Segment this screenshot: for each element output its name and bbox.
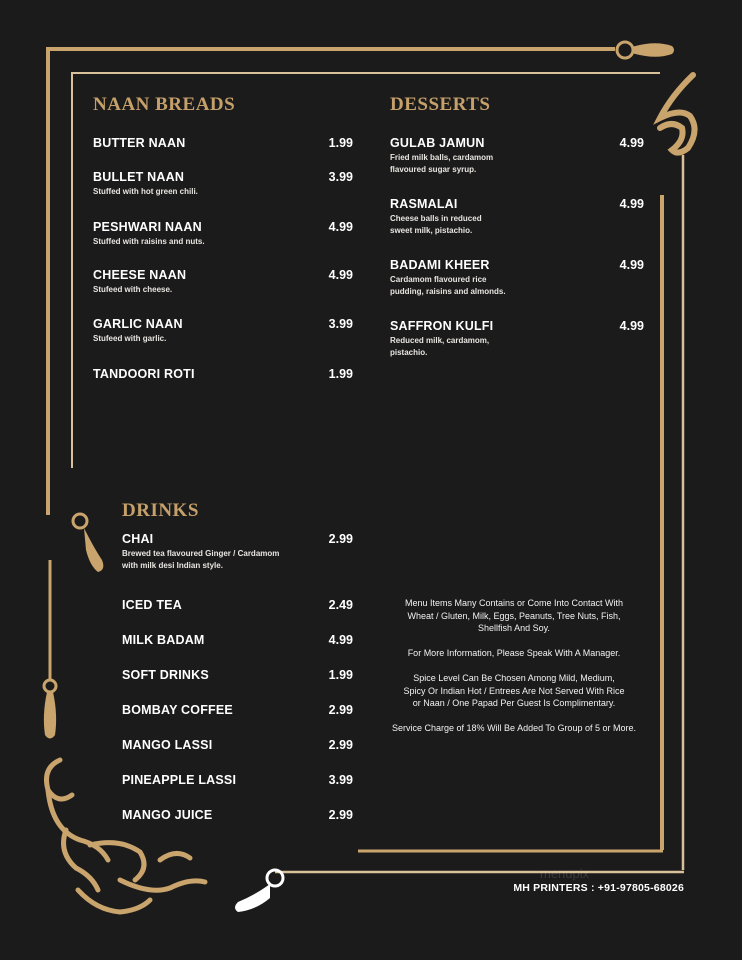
note-line: Spicy Or Indian Hot / Entrees Are Not Served With Rice — [403, 685, 625, 696]
item-name: BADAMI KHEER — [390, 258, 490, 272]
item-price: 2.99 — [328, 703, 353, 717]
menu-item — [93, 268, 353, 317]
watermark: menupix — [540, 866, 590, 881]
section-title-drinks: DRINKS — [122, 500, 199, 521]
note-line: Spice Level Can Be Chosen Among Mild, Medium, — [413, 673, 615, 683]
item-price: 1.99 — [328, 668, 353, 682]
corner-swirl-right — [660, 75, 695, 153]
section-title-naan: NAAN BREADS — [93, 94, 236, 115]
item-name: TANDOORI ROTI — [93, 367, 195, 381]
item-description: Cardamom flavoured rice — [390, 275, 487, 284]
top-pin-ornament — [617, 42, 674, 58]
item-price: 2.99 — [328, 532, 353, 546]
section-title-desserts: DESSERTS — [390, 94, 491, 115]
item-name: BOMBAY COFFEE — [122, 703, 233, 717]
item-name: BUTTER NAAN — [93, 136, 186, 150]
spice-note — [375, 672, 653, 710]
naan-list — [93, 136, 353, 387]
menu-notes — [375, 597, 653, 747]
menu-item — [122, 633, 353, 668]
menu-item — [122, 703, 353, 738]
drinks-list — [122, 532, 353, 828]
item-price: 1.99 — [328, 136, 353, 150]
item-name: PESHWARI NAAN — [93, 220, 202, 234]
allergen-note — [375, 597, 653, 635]
note-line: or Naan / One Papad Per Guest Is Complimentary. — [412, 698, 616, 708]
item-price: 2.99 — [328, 808, 353, 822]
menu-item — [122, 808, 353, 828]
menu-item — [122, 532, 353, 598]
note-line: Shellfish And Soy. — [478, 623, 550, 633]
item-price: 3.99 — [328, 773, 353, 787]
note-line: Menu Items Many Contains or Come Into Contact With — [404, 598, 624, 608]
item-description: Reduced milk, cardamom, — [390, 336, 490, 345]
info-note — [375, 647, 653, 660]
item-price: 3.99 — [328, 170, 353, 184]
item-price: 2.49 — [328, 598, 353, 612]
menu-item — [93, 170, 353, 220]
item-description: Cheese balls in reduced — [390, 214, 482, 223]
menu-item — [390, 197, 644, 258]
item-description: Fried milk balls, cardamom — [390, 153, 494, 162]
menu-item — [122, 738, 353, 773]
menu-item — [93, 220, 353, 268]
item-description: with milk desi Indian style. — [122, 561, 223, 570]
item-description: flavoured sugar syrup. — [390, 165, 477, 174]
item-price: 4.99 — [619, 136, 644, 150]
item-description: pudding, raisins and almonds. — [390, 287, 506, 296]
item-price: 4.99 — [328, 220, 353, 234]
item-description: pistachio. — [390, 348, 428, 357]
item-price: 3.99 — [328, 317, 353, 331]
item-name: GARLIC NAAN — [93, 317, 183, 331]
item-name: RASMALAI — [390, 197, 458, 211]
item-description: Stufeed with garlic. — [93, 334, 167, 343]
item-name: PINEAPPLE LASSI — [122, 773, 237, 787]
note-line: For More Information, Please Speak With A Manager. — [407, 648, 621, 658]
item-description: sweet milk, pistachio. — [390, 226, 473, 235]
printer-credit: MH PRINTERS : +91-97805-68026 — [513, 882, 684, 894]
item-name: SOFT DRINKS — [122, 668, 209, 682]
service-note — [375, 722, 653, 735]
item-price: 2.99 — [328, 738, 353, 752]
bottom-pin-ornament — [235, 870, 283, 912]
item-price: 4.99 — [328, 268, 353, 282]
item-name: MANGO LASSI — [122, 738, 213, 752]
item-price: 1.99 — [328, 367, 353, 381]
left-drop-ornament — [44, 680, 56, 739]
menu-item — [390, 258, 644, 319]
menu-item — [122, 598, 353, 633]
item-price: 4.99 — [619, 319, 644, 333]
note-line: Wheat / Gluten, Milk, Eggs, Peanuts, Tree Nuts, Fish, — [407, 610, 621, 621]
item-description: Stuffed with raisins and nuts. — [93, 237, 205, 246]
item-name: ICED TEA — [122, 598, 182, 612]
item-description: Brewed tea flavoured Ginger / Cardamom — [122, 549, 280, 558]
left-pin-ornament — [73, 514, 103, 572]
item-name: BULLET NAAN — [93, 170, 185, 184]
menu-item — [93, 317, 353, 367]
item-name: MANGO JUICE — [122, 808, 213, 822]
desserts-list — [390, 136, 644, 369]
item-description: Stuffed with hot green chili. — [93, 187, 198, 196]
item-name: MILK BADAM — [122, 633, 205, 647]
item-name: GULAB JAMUN — [390, 136, 485, 150]
menu-item — [122, 668, 353, 703]
note-line: Service Charge of 18% Will Be Added To Group of 5 or More. — [392, 723, 636, 733]
item-price: 4.99 — [328, 633, 353, 647]
item-description: Stufeed with cheese. — [93, 285, 173, 294]
menu-item — [390, 136, 644, 197]
menu-item — [122, 773, 353, 808]
menu-item — [93, 136, 353, 170]
item-name: CHAI — [122, 532, 154, 546]
menu-item — [93, 367, 353, 387]
item-price: 4.99 — [619, 197, 644, 211]
item-name: SAFFRON KULFI — [390, 319, 494, 333]
item-price: 4.99 — [619, 258, 644, 272]
item-name: CHEESE NAAN — [93, 268, 187, 282]
menu-item — [390, 319, 644, 369]
